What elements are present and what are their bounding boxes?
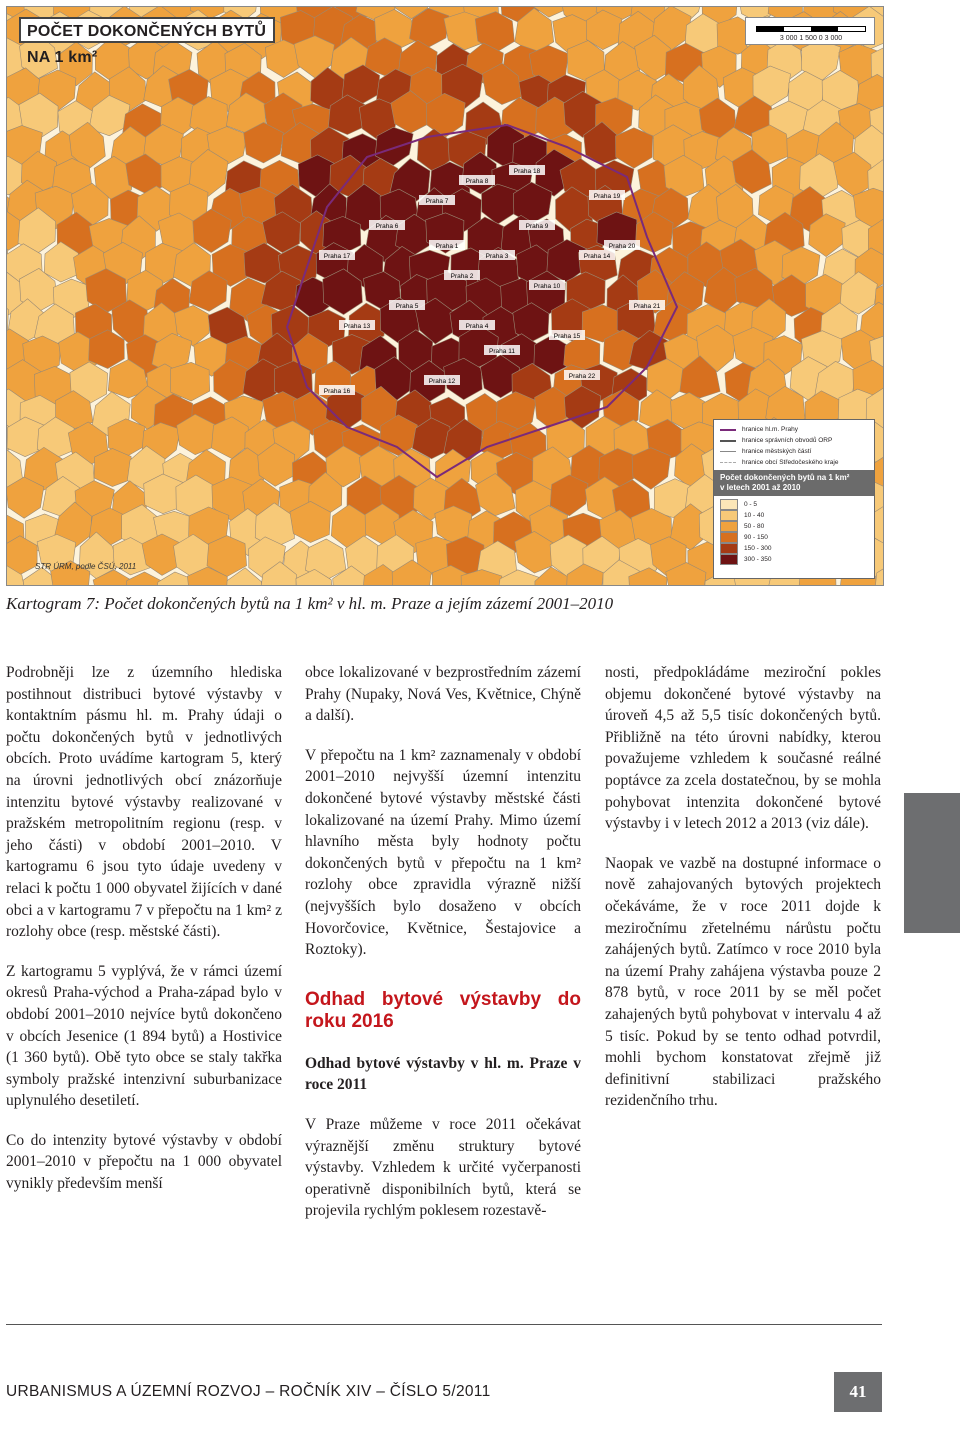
district-label [629,300,665,310]
legend-class-label: 300 - 350 [744,556,772,563]
district-label [444,270,480,280]
section-heading: Odhad bytové výstavby do roku 2016 [305,988,581,1032]
svg-text:Praha 10: Praha 10 [533,283,561,290]
legend-swatch [720,510,738,521]
district-label [509,165,545,175]
district-label [369,220,405,230]
journal-footer: URBANISMUS A ÚZEMNÍ ROZVOJ – ROČNÍK XIV – ČÍSLO 5/2011 [6,1383,491,1400]
paragraph: V Praze můžeme v roce 2011 očekávat výraznější změnu struktury bytové výstavby. Vzhledem k určité vyčerpanosti operativně disponibilních bytů, která se projevila rychlým poklesem rozestavě- [305,1115,581,1220]
svg-text:Praha 9: Praha 9 [525,223,549,230]
svg-text:Praha 12: Praha 12 [428,378,456,385]
municipality-area [616,128,653,168]
svg-text:Praha 2: Praha 2 [450,273,474,280]
svg-text:Praha 1: Praha 1 [435,243,459,250]
svg-text:Praha 20: Praha 20 [608,243,636,250]
legend-line-district-boundary: hranice městských částí [720,446,868,457]
district-label [459,320,495,330]
scale-bar-graphic [756,26,866,32]
district-label [319,385,355,395]
svg-text:Praha 6: Praha 6 [375,223,399,230]
legend-class-3 [720,532,868,543]
paragraph: Naopak ve vazbě na dostupné informace o nově zahajovaných bytových projektech očekáváme, že v roce 2011 dojde k meziročnímu zřetelnému nárůstu počtu zahájených bytů. Zatímco v roce 2010 byla na území Prahy zahájena výstavba pouze 2 878 bytů, v roce 2011 by se měl počet zahajených bytů pohybovat v intervalu 4 až 5 tisíc. Pokud by se tento odhad potvrdil, mohli bychom konstatovat zřejmě již definitivní stabilizaci pražského rezidenčního trhu. [605,854,881,1110]
svg-text:Praha 19: Praha 19 [593,193,621,200]
svg-text:Praha 5: Praha 5 [395,303,419,310]
svg-text:Praha 22: Praha 22 [568,373,596,380]
scale-bar-label: 3 000 1 500 0 3 000 [779,35,843,42]
sub-heading: Odhad bytové výstavby v hl. m. Praze v roce 2011 [305,1054,581,1094]
figure-caption [6,592,876,616]
district-label [519,220,555,230]
svg-text:Praha 18: Praha 18 [513,168,541,175]
legend-class-label: 90 - 150 [744,534,768,541]
page-number: 41 [834,1372,882,1412]
legend-line-orp-boundary: hranice správních obvodů ORP [720,435,868,446]
paragraph: obce lokalizované v bezprostředním zázemí Prahy (Nupaky, Nová Ves, Květnice, Chýně a další). [305,664,581,725]
legend-class-5 [720,554,868,565]
paragraph: Co do intenzity bytové výstavby v období 2001–2010 v přepočtu na 1 000 obyvatel vynikly především menší [6,1131,282,1193]
svg-text:Praha 21: Praha 21 [633,303,661,310]
legend-line-municipality-boundary: hranice obcí Středočeského kraje [720,457,868,468]
district-label [424,375,460,385]
district-label [549,330,585,340]
svg-text:Praha 3: Praha 3 [485,253,509,260]
text-column-3 [605,662,881,1130]
district-label [459,175,495,185]
legend-class-1 [720,510,868,521]
legend-class-label: 10 - 40 [744,512,765,519]
legend-class-2 [720,521,868,532]
legend-classes [714,496,874,568]
legend-class-label: 0 - 5 [744,501,758,508]
district-label [604,240,640,250]
svg-text:Praha 16: Praha 16 [323,388,351,395]
legend-swatch [720,543,738,554]
footer-rule [6,1324,882,1325]
district-label [319,250,355,260]
district-label [429,240,465,250]
cartogram-map [6,6,884,586]
svg-text:Praha 11: Praha 11 [489,348,515,355]
caption-text: Kartogram 7: Počet dokončených bytů na 1 km² v hl. m. Praze a jejím zázemí 2001–2010 [6,594,614,613]
district-label [339,320,375,330]
svg-text:Praha 15: Praha 15 [553,333,581,340]
legend-header: Počet dokončených bytů na 1 km² v letech 2001 až 2010 [714,470,874,496]
paragraph: nosti, předpokládáme meziroční pokles objemu dokončené bytové výstavby na úroveň 4,5 až 5,5 tisíc dokončených bytů. Přibližně na této úrovni nabídky, kterou považujeme vzhledem k současné reálné poptávce za zcela dostatečnou, by se mohla pohybovat intenzita dokončené bytové výstavby i v letech 2012 a 2013 (viz dále). [605,664,881,833]
legend-class-label: 150 - 300 [744,545,772,552]
svg-text:Praha 8: Praha 8 [465,178,489,185]
legend-swatch [720,521,738,532]
svg-text:Praha 14: Praha 14 [583,253,611,260]
district-label [564,370,600,380]
svg-text:Praha 17: Praha 17 [323,253,351,260]
district-label [589,190,625,200]
paragraph: Z kartogramu 5 vyplývá, že v rámci území okresů Praha-východ a Praha-západ bylo v období 2001–2010 nejvíce bytů dokončeno v obcích Jesenice (1 894 bytů) a Hostivice (1 360 bytů). Obě tyto obce se staly takřka symboly pražské intenzivní suburbanizace uplynulého desetiletí. [6,962,282,1110]
text-column-2 [305,662,581,1240]
district-label [484,345,520,355]
svg-text:Praha 4: Praha 4 [465,323,489,330]
map-title: POČET DOKONČENÝCH BYTŮ NA 1 km² [19,17,275,43]
scale-bar [745,17,875,45]
legend-class-0 [720,499,868,510]
legend-swatch [720,554,738,565]
district-label [529,280,565,290]
paragraph: V přepočtu na 1 km² zaznamenaly v období 2001–2010 nejvyšší územní intenzitu dokončené bytové výstavby městské části lokalizované na území Prahy. Mimo území hlavního města byly hodnoty počtu dokončených bytů v přepočtu na 1 km² rozlohy obce zpravidla výrazně nižší (nejvyšších bylo dosaženo v obcích Hovorčovice, Květnice, Šestajovice a Roztoky). [305,746,581,959]
legend-line-prague-boundary: hranice hl.m. Prahy [720,424,868,435]
legend-swatch [720,499,738,510]
side-tab [904,793,960,933]
district-label [579,250,615,260]
district-label [479,250,515,260]
svg-text:Praha 7: Praha 7 [425,198,449,205]
legend-class-4 [720,543,868,554]
paragraph: Podrobněji lze z územního hlediska postihnout distribuci bytové výstavby v kontaktním pásmu hl. m. Prahy údaji o počtu dokončených bytů v jednotlivých obcích. Proto uvádíme kartogram 5, který na úrovni jednotlivých obcí znázorňuje intenzitu bytové výstavby realizované v pražském metropolitním regionu (resp. v jeho části) v období 2001–2010. V kartogramu 6 jsou tyto údaje uvedeny v relaci k počtu 1 000 obyvatel žijících v dané obci a v kartogramu 7 v přepočtu na 1 km² z rozlohy obce (resp. městské části). [6,664,282,941]
text-column-1 [6,662,282,1213]
map-source-note: STR ÚRM, podle ČSÚ, 2011 [35,562,137,571]
legend-swatch [720,532,738,543]
district-label [419,195,455,205]
legend-class-label: 50 - 80 [744,523,765,530]
map-legend [713,419,875,579]
svg-text:Praha 13: Praha 13 [343,323,371,330]
district-label [389,300,425,310]
